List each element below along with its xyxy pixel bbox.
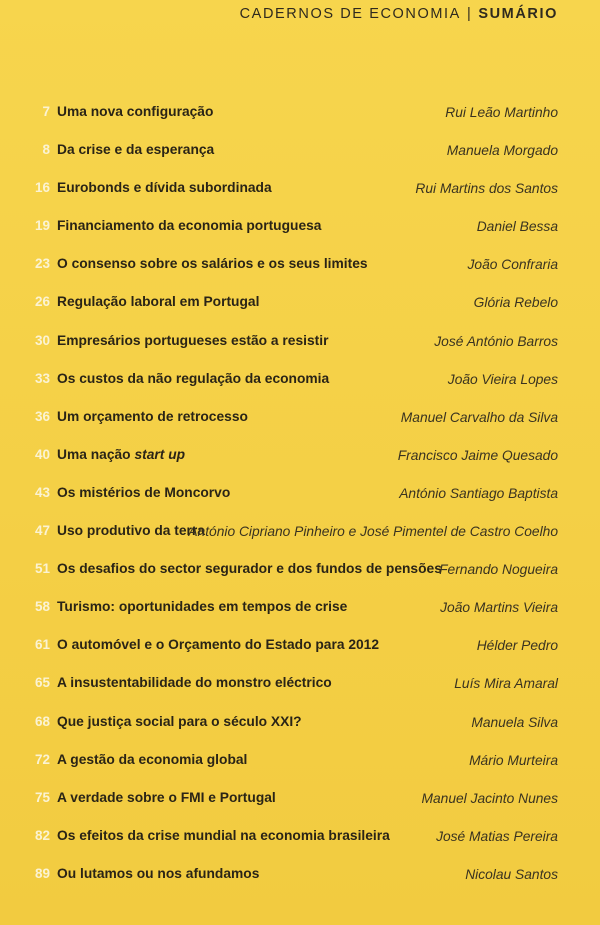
article-title-text: Um orçamento de retrocesso — [57, 408, 248, 424]
article-title-text: A gestão da economia global — [57, 751, 248, 767]
article-author: Manuel Jacinto Nunes — [421, 790, 558, 806]
page-number: 61 — [34, 637, 50, 653]
toc-entry[interactable] — [0, 367, 600, 405]
article-title-text: Regulação laboral em Portugal — [57, 294, 260, 310]
article-author: Glória Rebelo — [473, 295, 558, 311]
toc-entry[interactable] — [0, 290, 600, 328]
article-author: Rui Martins dos Santos — [415, 181, 558, 197]
article-title-text: O automóvel e o Orçamento do Estado para 2012 — [57, 637, 380, 653]
article-author: Hélder Pedro — [476, 638, 558, 654]
article-title[interactable] — [57, 256, 368, 271]
article-author: Rui Leão Martinho — [445, 105, 558, 120]
article-title[interactable] — [57, 523, 205, 538]
article-title-text: Turismo: oportunidades em tempos de crise — [57, 599, 348, 615]
article-title[interactable] — [57, 599, 347, 614]
article-title-text: Os efeitos da crise mundial na economia brasileira — [57, 827, 390, 843]
article-author: Mário Murteira — [469, 752, 558, 768]
toc-entry[interactable] — [0, 176, 600, 214]
toc-entry[interactable] — [0, 405, 600, 443]
article-title-text: Os custos da não regulação da economia — [57, 370, 330, 386]
article-title[interactable] — [57, 752, 247, 767]
article-title-text: Uso produtivo da terra — [57, 523, 205, 539]
header-separator: | — [466, 6, 473, 22]
article-title-text: Os mistérios de Moncorvo — [57, 484, 231, 500]
article-author: Fernando Nogueira — [439, 562, 558, 578]
page-number: 75 — [34, 789, 50, 805]
toc-entry[interactable] — [0, 481, 600, 519]
article-title[interactable] — [57, 333, 328, 348]
article-author: Manuela Morgado — [446, 143, 558, 159]
toc-entry[interactable] — [0, 329, 600, 367]
toc-entry[interactable] — [0, 519, 600, 557]
page-number: 30 — [34, 332, 50, 348]
article-title-text: Financiamento da economia portuguesa — [57, 218, 322, 234]
article-author: João Martins Vieira — [440, 600, 558, 616]
article-title[interactable] — [57, 485, 230, 500]
article-author: Manuel Carvalho da Silva — [400, 409, 558, 425]
article-title[interactable] — [57, 104, 213, 119]
article-title[interactable] — [57, 218, 322, 233]
toc-entry[interactable] — [0, 138, 600, 176]
article-author: José António Barros — [434, 333, 558, 349]
page-number: 19 — [34, 218, 50, 234]
toc-entry[interactable] — [0, 595, 600, 633]
toc-entry[interactable] — [0, 748, 600, 786]
page-number: 65 — [34, 675, 50, 691]
article-author: Luís Mira Amaral — [454, 676, 558, 692]
toc-entry[interactable] — [0, 786, 600, 824]
page-number: 23 — [34, 256, 50, 272]
toc-entry[interactable] — [0, 633, 600, 671]
article-author: Nicolau Santos — [465, 866, 558, 882]
article-title[interactable] — [57, 561, 442, 576]
article-title[interactable] — [57, 790, 276, 805]
toc-entry[interactable] — [0, 862, 600, 900]
article-author: Francisco Jaime Quesado — [397, 447, 558, 463]
article-title[interactable] — [57, 371, 329, 386]
article-title[interactable] — [57, 409, 248, 424]
page-number: 51 — [34, 561, 50, 577]
page-number: 43 — [34, 484, 50, 500]
article-title[interactable] — [57, 447, 185, 462]
article-title[interactable] — [57, 637, 379, 652]
article-title-text: A insustentabilidade do monstro eléctrico — [57, 675, 332, 691]
page-number: 47 — [34, 523, 50, 539]
toc-entry[interactable] — [0, 100, 600, 138]
article-title[interactable] — [57, 180, 272, 195]
toc-entry[interactable] — [0, 557, 600, 595]
page-number: 26 — [34, 294, 50, 310]
toc-entry[interactable] — [0, 671, 600, 709]
article-author: João Confraria — [467, 257, 558, 273]
article-author: António Santiago Baptista — [399, 485, 558, 501]
page-number: 8 — [42, 142, 50, 158]
page-number: 7 — [42, 104, 50, 119]
article-author: António Cipriano Pinheiro e José Pimentel de Castro Coelho — [188, 524, 558, 540]
article-title-emphasis: start up — [134, 446, 186, 462]
page-number: 33 — [34, 370, 50, 386]
page-number: 36 — [34, 408, 50, 424]
article-title[interactable] — [57, 714, 302, 729]
article-title-text: Os desafios do sector segurador e dos fundos de pensões — [57, 561, 442, 577]
toc-entry[interactable] — [0, 824, 600, 862]
publication-name: CADERNOS DE ECONOMIA — [239, 6, 461, 22]
article-title-text: Eurobonds e dívida subordinada — [57, 180, 272, 196]
article-author: Daniel Bessa — [476, 219, 558, 235]
page-number: 40 — [34, 446, 50, 462]
article-title-text: Uma nova configuração — [57, 104, 214, 119]
article-title-text: A verdade sobre o FMI e Portugal — [57, 789, 276, 805]
page-header — [240, 6, 558, 22]
toc-entry[interactable] — [0, 252, 600, 290]
toc-entry[interactable] — [0, 214, 600, 252]
article-title[interactable] — [57, 142, 214, 157]
article-title[interactable] — [57, 675, 332, 690]
page-title: SUMÁRIO — [478, 6, 558, 22]
article-author: Manuela Silva — [471, 714, 558, 730]
page-number: 72 — [34, 751, 50, 767]
page-number: 58 — [34, 599, 50, 615]
page-number: 82 — [34, 827, 50, 843]
article-title-text: Da crise e da esperança — [57, 142, 215, 158]
page-number: 16 — [34, 180, 50, 196]
article-title-text: Que justiça social para o século XXI? — [57, 713, 302, 729]
table-of-contents — [0, 100, 600, 900]
page-number: 89 — [34, 865, 50, 881]
article-title[interactable] — [57, 294, 259, 309]
page-number: 68 — [34, 713, 50, 729]
toc-entry[interactable] — [0, 443, 600, 481]
article-title-text: O consenso sobre os salários e os seus limites — [57, 256, 368, 272]
article-author: José Matias Pereira — [436, 828, 558, 844]
article-title-text: Empresários portugueses estão a resistir — [57, 332, 329, 348]
article-title-text: Uma nação — [57, 446, 135, 462]
article-title[interactable] — [57, 828, 390, 843]
toc-entry[interactable] — [0, 710, 600, 748]
article-author: João Vieira Lopes — [447, 371, 558, 387]
article-title[interactable] — [57, 866, 259, 881]
article-title-text: Ou lutamos ou nos afundamos — [57, 865, 260, 881]
